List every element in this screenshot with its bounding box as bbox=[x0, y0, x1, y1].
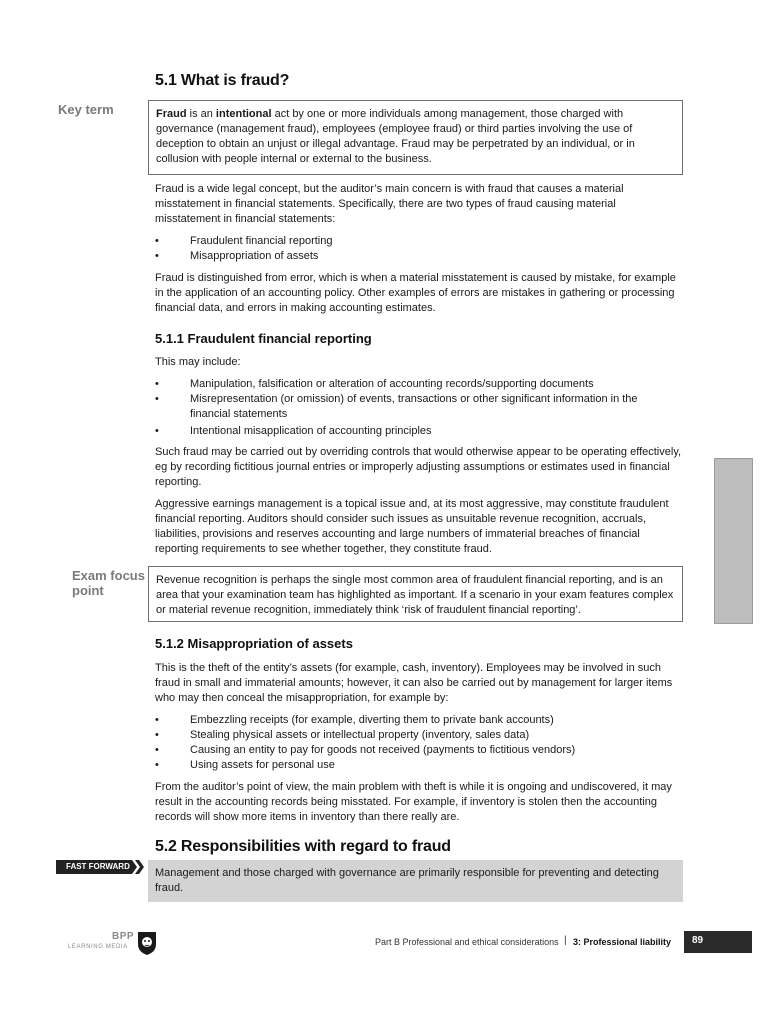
key-term-box bbox=[148, 100, 683, 175]
misappropriation-list bbox=[155, 713, 683, 773]
earnings-management-paragraph: Aggressive earnings management is a topical issue and, at its most aggressive, may constitute fraudulent financial reporting. Auditors should consider such issues as unsuitable revenue recognition, accruals, liabilities, provisions and reserves accounting and large numbers of immaterial breaches of financial reporting requirements to see whether together, they constitute fraud. bbox=[155, 498, 669, 555]
misappropriation-intro: This is the theft of the entity’s assets (for example, cash, inventory). Employees may be involved in such fraud in small and immaterial amounts; however, it can also be carried out by management for larger items who may then conceal the misappropriation, for example by: bbox=[155, 662, 673, 704]
theft-auditor-paragraph: From the auditor’s point of view, the main problem with theft is while it is ongoing and undiscovered, it may result in the accounting records being misstated. For example, if inventory is stolen then the accounting records will show more items in inventory than there really are. bbox=[155, 781, 672, 823]
section-5-1-2-body bbox=[155, 661, 683, 825]
bpp-logo bbox=[68, 931, 160, 959]
fast-forward-label: FAST FORWARD bbox=[66, 862, 130, 871]
key-term-text-2: act by one or more individuals among management, those charged with governance (management fraud), employees (employee fraud) or third parties involving the use of deception to obtain an unjust or illegal advantage. Fraud may be perpetrated by an individual, or in collusion with people internal or external to the business. bbox=[156, 108, 635, 165]
overriding-controls-paragraph: Such fraud may be carried out by overriding controls that would otherwise appear to be operating effectively, eg by recording fictitious journal entries or improperly adjusting assumptions or estimates used in financial reporting. bbox=[155, 446, 682, 488]
section-5-1-1-body bbox=[155, 355, 683, 557]
list-item: • Embezzling receipts (for example, diverting them to private bank accounts) bbox=[155, 713, 683, 728]
exam-focus-label-line2: point bbox=[72, 583, 104, 598]
fraud-concept-paragraph: Fraud is a wide legal concept, but the auditor’s main concern is with fraud that causes a material misstatement in financial statements. Specifically, there are two types of fraud causing material misstatement in financial statements: bbox=[155, 183, 624, 225]
logo-subtext: LEARNING MEDIA bbox=[68, 944, 128, 950]
lion-shield-icon bbox=[136, 930, 158, 956]
footer-chapter-label: 3: Professional liability bbox=[573, 937, 672, 947]
list-item: • Causing an entity to pay for goods not received (payments to fictitious vendors) bbox=[155, 743, 683, 758]
section-5-1-2-heading: 5.1.2 Misappropriation of assets bbox=[155, 636, 353, 651]
key-term-emphasis: intentional bbox=[215, 108, 272, 120]
exam-focus-label-line1: Exam focus bbox=[72, 568, 145, 583]
key-term-text-1: is an bbox=[186, 108, 216, 120]
exam-focus-label bbox=[72, 568, 145, 598]
section-5-1-body bbox=[155, 182, 683, 316]
key-term-word: Fraud bbox=[156, 108, 187, 120]
footer-separator: | bbox=[564, 935, 567, 946]
fraud-types-list bbox=[155, 234, 683, 264]
list-item: • Misappropriation of assets bbox=[155, 249, 683, 264]
exam-focus-text: Revenue recognition is perhaps the single most common area of fraudulent financial reporting, and is an area that your examination team has highlighted as important. If a scenario in your exam features complex or material revenue recognition, immediately think ‘risk of fraudulent financial reporting’. bbox=[156, 574, 674, 616]
list-item: • Misrepresentation (or omission) of events, transactions or other significant information in the financial statements bbox=[155, 392, 683, 422]
fast-forward-tag bbox=[56, 860, 144, 874]
page-number: 89 bbox=[692, 935, 704, 946]
exam-focus-box bbox=[148, 566, 683, 622]
fraudulent-reporting-intro: This may include: bbox=[155, 356, 241, 368]
page-number-box bbox=[684, 931, 752, 953]
key-term-definition bbox=[156, 107, 676, 167]
fraudulent-reporting-list bbox=[155, 377, 683, 439]
list-item: • Using assets for personal use bbox=[155, 758, 683, 773]
section-5-2-heading: 5.2 Responsibilities with regard to fraud bbox=[155, 838, 451, 855]
fast-forward-box bbox=[148, 860, 683, 902]
footer-part-label: Part B Professional and ethical considerations bbox=[375, 937, 559, 947]
key-term-label: Key term bbox=[58, 102, 114, 117]
fraud-vs-error-paragraph: Fraud is distinguished from error, which is when a material misstatement is caused by mistake, for example in the application of an accounting policy. Other examples of errors are mistakes in gathering or processing financial data, and errors in making accounting estimates. bbox=[155, 272, 676, 314]
logo-text: BPP bbox=[112, 931, 135, 942]
list-item: • Stealing physical assets or intellectual property (inventory, sales data) bbox=[155, 728, 683, 743]
list-item: • Intentional misapplication of accounting principles bbox=[155, 424, 683, 439]
chapter-side-tab bbox=[714, 458, 753, 624]
section-5-1-heading: 5.1 What is fraud? bbox=[155, 72, 290, 89]
fast-forward-text: Management and those charged with governance are primarily responsible for preventing and detecting fraud. bbox=[155, 867, 659, 894]
list-item: • Manipulation, falsification or alteration of accounting records/supporting documents bbox=[155, 377, 683, 392]
section-5-1-1-heading: 5.1.1 Fraudulent financial reporting bbox=[155, 331, 372, 346]
list-item: • Fraudulent financial reporting bbox=[155, 234, 683, 249]
